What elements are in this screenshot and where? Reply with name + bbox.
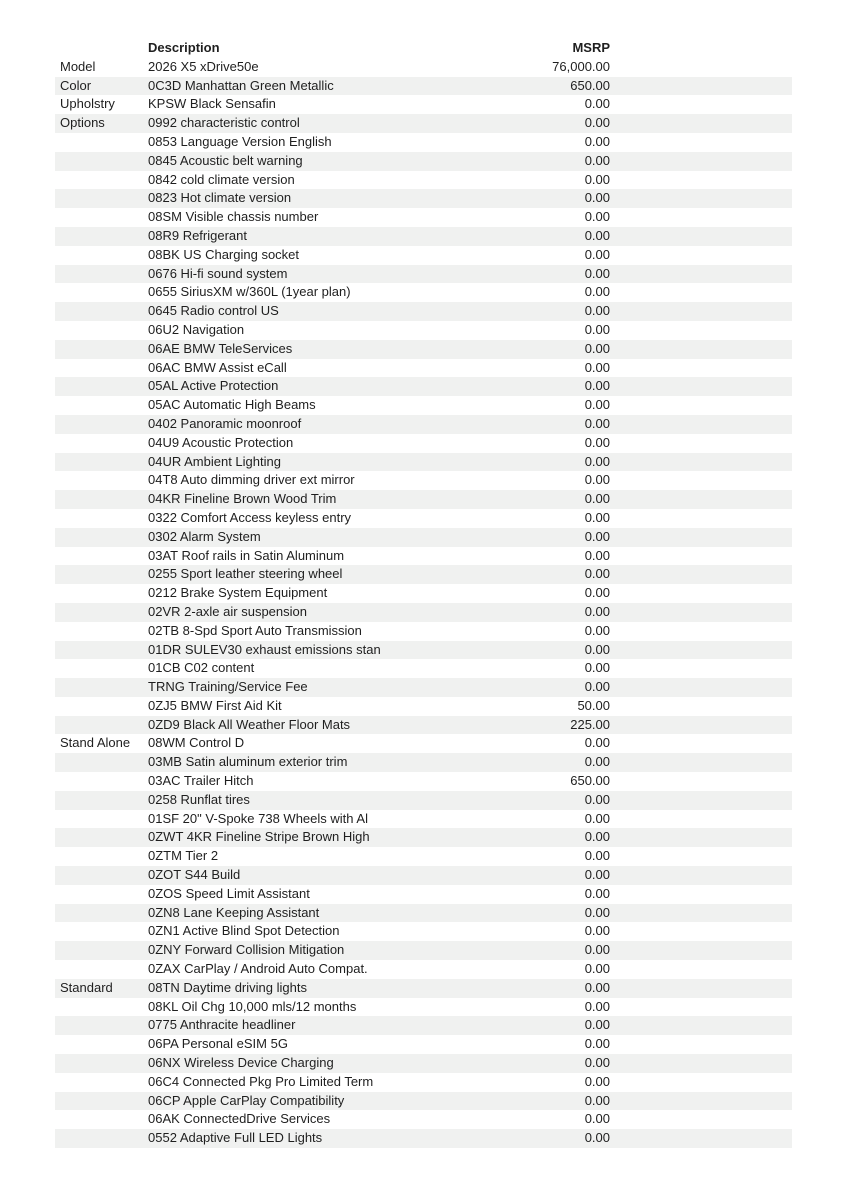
- row-spacer: [610, 283, 792, 302]
- row-category: [55, 791, 148, 810]
- row-msrp: 0.00: [584, 810, 610, 826]
- row-msrp: 0.00: [584, 660, 610, 676]
- row-msrp: 650.00: [570, 77, 610, 93]
- row-spacer: [610, 1035, 792, 1054]
- row-category: [55, 396, 148, 415]
- table-row: [55, 791, 792, 810]
- row-spacer: [610, 265, 792, 284]
- row-category: [55, 302, 148, 321]
- table-row: [55, 359, 792, 378]
- row-description: 0322 Comfort Access keyless entry: [148, 509, 352, 525]
- table-row: [55, 528, 792, 547]
- row-spacer: [610, 1110, 792, 1129]
- row-msrp: 0.00: [584, 397, 610, 413]
- row-category: [55, 697, 148, 716]
- row-category: [55, 1129, 148, 1148]
- row-description: 0853 Language Version English: [148, 133, 332, 149]
- row-spacer: [610, 697, 792, 716]
- row-msrp: 0.00: [584, 829, 610, 845]
- row-description: 05AC Automatic High Beams: [148, 397, 316, 413]
- row-msrp: 225.00: [570, 716, 610, 732]
- row-msrp: 0.00: [584, 491, 610, 507]
- row-description: 0842 cold climate version: [148, 171, 295, 187]
- row-category: [55, 152, 148, 171]
- row-msrp: 0.00: [584, 303, 610, 319]
- row-spacer: [610, 941, 792, 960]
- row-category: [55, 716, 148, 735]
- table-row: [55, 810, 792, 829]
- row-spacer: [610, 509, 792, 528]
- row-spacer: [610, 716, 792, 735]
- row-category: [55, 415, 148, 434]
- row-description: 06CP Apple CarPlay Compatibility: [148, 1092, 345, 1108]
- row-description: 0823 Hot climate version: [148, 190, 292, 206]
- row-msrp: 0.00: [584, 190, 610, 206]
- row-spacer: [610, 246, 792, 265]
- row-msrp: 0.00: [584, 284, 610, 300]
- row-msrp: 0.00: [584, 961, 610, 977]
- row-description: 0C3D Manhattan Green Metallic: [148, 77, 334, 93]
- row-description: 06AK ConnectedDrive Services: [148, 1111, 331, 1127]
- table-row: [55, 246, 792, 265]
- table-row: [55, 1054, 792, 1073]
- table-row: [55, 622, 792, 641]
- row-category: [55, 171, 148, 190]
- row-description: 08KL Oil Chg 10,000 mls/12 months: [148, 998, 357, 1014]
- row-spacer: [610, 866, 792, 885]
- table-row: [55, 453, 792, 472]
- row-description: 0ZD9 Black All Weather Floor Mats: [148, 716, 351, 732]
- row-spacer: [610, 321, 792, 340]
- table-row: [55, 133, 792, 152]
- row-category: [55, 283, 148, 302]
- table-row: [55, 227, 792, 246]
- row-description: 08SM Visible chassis number: [148, 209, 319, 225]
- row-category: [55, 1110, 148, 1129]
- row-category: [55, 265, 148, 284]
- row-spacer: [610, 528, 792, 547]
- row-description: 2026 X5 xDrive50e: [148, 58, 259, 74]
- row-msrp: 0.00: [584, 265, 610, 281]
- table-row: [55, 584, 792, 603]
- table-row: [55, 171, 792, 190]
- row-msrp: 0.00: [584, 979, 610, 995]
- row-category: [55, 490, 148, 509]
- row-description: 08TN Daytime driving lights: [148, 979, 307, 995]
- row-msrp: 0.00: [584, 227, 610, 243]
- table-row: [55, 998, 792, 1017]
- row-description: 03MB Satin aluminum exterior trim: [148, 754, 348, 770]
- table-row: [55, 904, 792, 923]
- row-spacer: [610, 434, 792, 453]
- row-description: 0676 Hi-fi sound system: [148, 265, 288, 281]
- row-category: [55, 828, 148, 847]
- table-row: [55, 1129, 792, 1148]
- row-spacer: [610, 208, 792, 227]
- row-spacer: [610, 810, 792, 829]
- row-description: 06AC BMW Assist eCall: [148, 359, 287, 375]
- row-description: 01DR SULEV30 exhaust emissions stan: [148, 641, 381, 657]
- row-spacer: [610, 133, 792, 152]
- row-description: 04U9 Acoustic Protection: [148, 434, 294, 450]
- row-description: 0ZTM Tier 2: [148, 848, 219, 864]
- table-row: [55, 283, 792, 302]
- row-category: [55, 641, 148, 660]
- row-msrp: 0.00: [584, 133, 610, 149]
- row-category: [55, 810, 148, 829]
- row-description: 0645 Radio control US: [148, 303, 279, 319]
- row-spacer: [610, 415, 792, 434]
- row-spacer: [610, 622, 792, 641]
- row-msrp: 0.00: [584, 321, 610, 337]
- row-description: 08WM Control D: [148, 735, 245, 751]
- table-row: [55, 547, 792, 566]
- row-spacer: [610, 471, 792, 490]
- table-row: [55, 95, 792, 114]
- row-spacer: [610, 227, 792, 246]
- row-msrp: 0.00: [584, 209, 610, 225]
- row-description: 0302 Alarm System: [148, 528, 261, 544]
- row-category: Standard: [60, 979, 113, 995]
- row-spacer: [610, 171, 792, 190]
- row-msrp: 0.00: [584, 472, 610, 488]
- row-category: [55, 941, 148, 960]
- row-spacer: [610, 396, 792, 415]
- row-description: 04T8 Auto dimming driver ext mirror: [148, 472, 355, 488]
- row-msrp: 0.00: [584, 641, 610, 657]
- table-row: [55, 828, 792, 847]
- row-category: [55, 453, 148, 472]
- row-description: 06NX Wireless Device Charging: [148, 1055, 334, 1071]
- row-category: Stand Alone: [60, 735, 131, 751]
- row-description: 0655 SiriusXM w/360L (1year plan): [148, 284, 351, 300]
- row-category: [55, 866, 148, 885]
- row-description: 0ZAX CarPlay / Android Auto Compat.: [148, 961, 368, 977]
- row-category: [55, 847, 148, 866]
- table-row: [55, 77, 792, 96]
- row-spacer: [610, 1092, 792, 1111]
- row-spacer: [610, 998, 792, 1017]
- table-row: [55, 979, 792, 998]
- table-row: [55, 265, 792, 284]
- row-msrp: 0.00: [584, 923, 610, 939]
- row-msrp: 0.00: [584, 359, 610, 375]
- row-msrp: 0.00: [584, 735, 610, 751]
- row-msrp: 0.00: [584, 791, 610, 807]
- table-row: [55, 490, 792, 509]
- row-category: [55, 603, 148, 622]
- row-msrp: 0.00: [584, 1055, 610, 1071]
- row-msrp: 0.00: [584, 885, 610, 901]
- table-header-row: [55, 39, 792, 58]
- row-description: 0ZNY Forward Collision Mitigation: [148, 942, 345, 958]
- table-row: [55, 772, 792, 791]
- row-description: 06PA Personal eSIM 5G: [148, 1036, 288, 1052]
- row-msrp: 0.00: [584, 434, 610, 450]
- row-spacer: [610, 772, 792, 791]
- row-category: Options: [60, 115, 105, 131]
- row-description: 01SF 20" V-Spoke 738 Wheels with Al: [148, 810, 368, 826]
- row-category: [55, 1035, 148, 1054]
- row-category: Upholstry: [60, 96, 115, 112]
- row-msrp: 0.00: [584, 171, 610, 187]
- row-msrp: 0.00: [584, 415, 610, 431]
- row-description: 0212 Brake System Equipment: [148, 585, 328, 601]
- row-spacer: [610, 114, 792, 133]
- row-description: 0552 Adaptive Full LED Lights: [148, 1130, 323, 1146]
- row-msrp: 0.00: [584, 528, 610, 544]
- table-row: [55, 678, 792, 697]
- table-row: [55, 641, 792, 660]
- row-description: 06U2 Navigation: [148, 321, 245, 337]
- row-spacer: [610, 603, 792, 622]
- table-row: [55, 340, 792, 359]
- row-spacer: [610, 1129, 792, 1148]
- table-row: [55, 58, 792, 77]
- row-description: 0ZOS Speed Limit Assistant: [148, 885, 310, 901]
- table-row: [55, 847, 792, 866]
- table-row: [55, 603, 792, 622]
- table-row: [55, 302, 792, 321]
- row-category: [55, 528, 148, 547]
- row-description: 02TB 8-Spd Sport Auto Transmission: [148, 622, 362, 638]
- row-spacer: [610, 847, 792, 866]
- row-spacer: [610, 490, 792, 509]
- row-category: [55, 1016, 148, 1035]
- row-category: [55, 547, 148, 566]
- table-body: [55, 58, 792, 1148]
- row-category: [55, 227, 148, 246]
- equipment-table: [55, 39, 792, 1148]
- table-row: [55, 415, 792, 434]
- row-category: [55, 565, 148, 584]
- row-msrp: 0.00: [584, 115, 610, 131]
- row-spacer: [610, 1073, 792, 1092]
- row-category: [55, 1054, 148, 1073]
- row-spacer: [610, 791, 792, 810]
- row-msrp: 76,000.00: [552, 58, 610, 74]
- row-category: [55, 622, 148, 641]
- row-spacer: [610, 1016, 792, 1035]
- row-description: 0ZWT 4KR Fineline Stripe Brown High: [148, 829, 370, 845]
- row-spacer: [610, 453, 792, 472]
- row-spacer: [610, 565, 792, 584]
- row-msrp: 0.00: [584, 1017, 610, 1033]
- row-msrp: 0.00: [584, 547, 610, 563]
- row-category: [55, 133, 148, 152]
- row-category: [55, 753, 148, 772]
- row-spacer: [610, 678, 792, 697]
- row-msrp: 0.00: [584, 509, 610, 525]
- table-row: [55, 659, 792, 678]
- table-row: [55, 753, 792, 772]
- row-description: 0ZJ5 BMW First Aid Kit: [148, 697, 282, 713]
- row-spacer: [610, 979, 792, 998]
- row-category: [55, 960, 148, 979]
- row-msrp: 0.00: [584, 1073, 610, 1089]
- row-spacer: [610, 734, 792, 753]
- row-description: TRNG Training/Service Fee: [148, 679, 308, 695]
- row-category: [55, 434, 148, 453]
- row-description: 08BK US Charging socket: [148, 246, 300, 262]
- row-category: [55, 377, 148, 396]
- row-category: [55, 772, 148, 791]
- row-spacer: [610, 340, 792, 359]
- row-category: [55, 584, 148, 603]
- table-row: [55, 941, 792, 960]
- row-description: 02VR 2-axle air suspension: [148, 603, 307, 619]
- row-category: [55, 678, 148, 697]
- row-description: 0775 Anthracite headliner: [148, 1017, 296, 1033]
- row-spacer: [610, 547, 792, 566]
- table-row: [55, 866, 792, 885]
- row-category: Model: [60, 58, 96, 74]
- row-msrp: 0.00: [584, 246, 610, 262]
- row-msrp: 0.00: [584, 152, 610, 168]
- row-category: [55, 321, 148, 340]
- table-row: [55, 1092, 792, 1111]
- table-row: [55, 377, 792, 396]
- row-description: 05AL Active Protection: [148, 378, 279, 394]
- row-msrp: 0.00: [584, 1092, 610, 1108]
- column-header-description: Description: [148, 40, 220, 55]
- table-row: [55, 1073, 792, 1092]
- row-category: [55, 189, 148, 208]
- table-row: [55, 734, 792, 753]
- row-category: [55, 359, 148, 378]
- row-spacer: [610, 885, 792, 904]
- row-msrp: 50.00: [577, 697, 610, 713]
- row-spacer: [610, 904, 792, 923]
- row-msrp: 0.00: [584, 867, 610, 883]
- row-spacer: [610, 302, 792, 321]
- table-row: [55, 960, 792, 979]
- table-row: [55, 509, 792, 528]
- row-msrp: 0.00: [584, 679, 610, 695]
- row-spacer: [610, 753, 792, 772]
- column-header-msrp: MSRP: [572, 40, 610, 55]
- table-row: [55, 1016, 792, 1035]
- table-row: [55, 716, 792, 735]
- row-spacer: [610, 1054, 792, 1073]
- row-description: 0ZOT S44 Build: [148, 867, 241, 883]
- row-category: [55, 885, 148, 904]
- row-description: 01CB C02 content: [148, 660, 255, 676]
- row-category: [55, 340, 148, 359]
- table-row: [55, 922, 792, 941]
- row-msrp: 0.00: [584, 603, 610, 619]
- row-category: [55, 509, 148, 528]
- table-row: [55, 189, 792, 208]
- column-header-category: [55, 39, 148, 58]
- row-category: [55, 922, 148, 941]
- row-category: [55, 904, 148, 923]
- row-spacer: [610, 641, 792, 660]
- row-description: 0ZN1 Active Blind Spot Detection: [148, 923, 340, 939]
- row-description: 0258 Runflat tires: [148, 791, 250, 807]
- row-category: Color: [60, 77, 92, 93]
- table-row: [55, 697, 792, 716]
- row-category: [55, 659, 148, 678]
- row-msrp: 0.00: [584, 1111, 610, 1127]
- table-row: [55, 1110, 792, 1129]
- row-msrp: 0.00: [584, 453, 610, 469]
- row-msrp: 0.00: [584, 96, 610, 112]
- row-msrp: 0.00: [584, 585, 610, 601]
- table-row: [55, 396, 792, 415]
- row-description: 0255 Sport leather steering wheel: [148, 566, 343, 582]
- row-msrp: 0.00: [584, 340, 610, 356]
- row-description: 06AE BMW TeleServices: [148, 340, 293, 356]
- row-description: 0ZN8 Lane Keeping Assistant: [148, 904, 320, 920]
- row-msrp: 0.00: [584, 998, 610, 1014]
- row-msrp: 0.00: [584, 754, 610, 770]
- row-description: 06C4 Connected Pkg Pro Limited Term: [148, 1073, 374, 1089]
- table-row: [55, 321, 792, 340]
- table-row: [55, 471, 792, 490]
- row-msrp: 0.00: [584, 1130, 610, 1146]
- row-description: 08R9 Refrigerant: [148, 227, 247, 243]
- row-spacer: [610, 922, 792, 941]
- row-msrp: 0.00: [584, 622, 610, 638]
- row-spacer: [610, 584, 792, 603]
- row-spacer: [610, 189, 792, 208]
- row-description: 04KR Fineline Brown Wood Trim: [148, 491, 337, 507]
- row-description: 03AC Trailer Hitch: [148, 773, 254, 789]
- row-description: 03AT Roof rails in Satin Aluminum: [148, 547, 345, 563]
- row-category: [55, 1073, 148, 1092]
- row-msrp: 0.00: [584, 848, 610, 864]
- table-row: [55, 114, 792, 133]
- row-msrp: 650.00: [570, 773, 610, 789]
- row-category: [55, 998, 148, 1017]
- row-description: 0845 Acoustic belt warning: [148, 152, 303, 168]
- row-spacer: [610, 659, 792, 678]
- row-spacer: [610, 58, 792, 77]
- table-row: [55, 208, 792, 227]
- header-spacer: [610, 39, 792, 58]
- table-row: [55, 434, 792, 453]
- row-spacer: [610, 95, 792, 114]
- row-spacer: [610, 77, 792, 96]
- row-description: 0992 characteristic control: [148, 115, 300, 131]
- row-category: [55, 246, 148, 265]
- table-row: [55, 152, 792, 171]
- table-row: [55, 565, 792, 584]
- row-spacer: [610, 152, 792, 171]
- row-description: 0402 Panoramic moonroof: [148, 415, 302, 431]
- row-category: [55, 208, 148, 227]
- row-msrp: 0.00: [584, 942, 610, 958]
- row-spacer: [610, 377, 792, 396]
- row-msrp: 0.00: [584, 378, 610, 394]
- row-category: [55, 1092, 148, 1111]
- row-msrp: 0.00: [584, 904, 610, 920]
- row-description: KPSW Black Sensafin: [148, 96, 276, 112]
- row-spacer: [610, 828, 792, 847]
- row-spacer: [610, 960, 792, 979]
- row-category: [55, 471, 148, 490]
- row-spacer: [610, 359, 792, 378]
- table-row: [55, 885, 792, 904]
- row-msrp: 0.00: [584, 566, 610, 582]
- table-row: [55, 1035, 792, 1054]
- row-description: 04UR Ambient Lighting: [148, 453, 281, 469]
- row-msrp: 0.00: [584, 1036, 610, 1052]
